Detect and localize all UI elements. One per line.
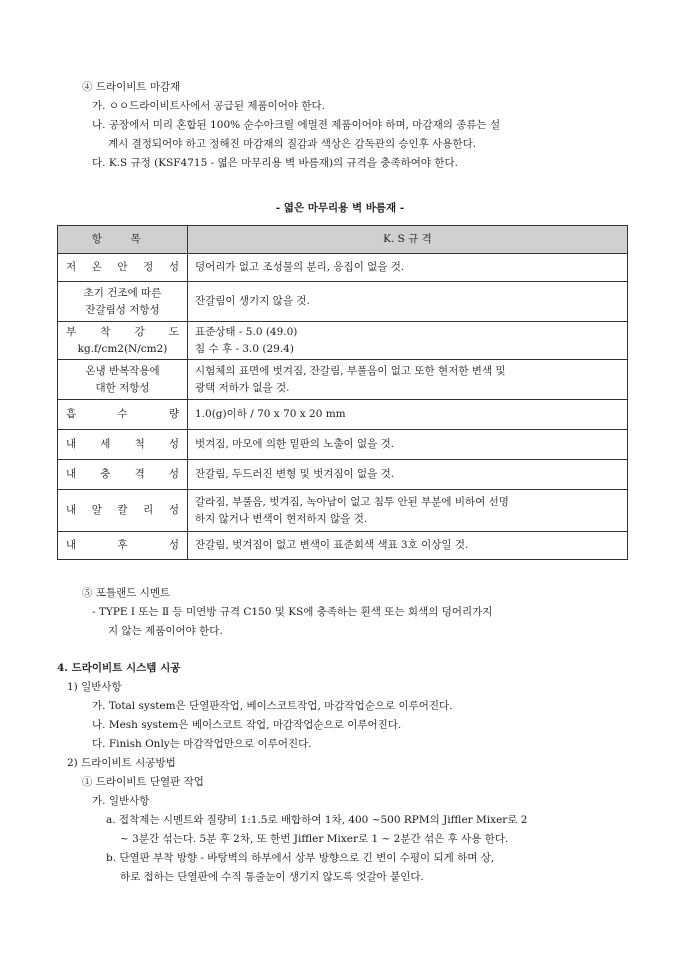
- row-spec: 시험체의 표면에 벗겨짐, 잔갈림, 부풀음이 없고 또한 현저한 변색 및 광택 저하가 없을 것.: [188, 360, 628, 400]
- row-item: 내 충 격 성: [58, 460, 188, 490]
- row-spec: 1.0(g)이하 / 70 x 70 x 20 mm: [188, 400, 628, 430]
- row-item: 부 착 강 도 kg.f/cm2(N/cm2): [58, 322, 188, 360]
- cement-heading: ⑤ 포틀랜드 시멘트: [82, 587, 171, 599]
- row-spec: 덩어리가 없고 조성물의 분리, 응집이 없을 것.: [188, 254, 628, 282]
- insulation-item-a: a. 접착제는 시멘트와 질량비 1:1.5로 배합하여 1차, 400 ~500 RPM의 Jiffler Mixer로 2: [106, 814, 528, 826]
- insulation-item-b: b. 단열판 부착 방향 - 바탕벽의 하부에서 상부 방향으로 긴 변이 수평이 되게 하며 상,: [106, 852, 495, 864]
- row-item: 내 알 칼 리 성: [58, 490, 188, 532]
- finish-material-heading: ④ 드라이비트 마감재: [82, 81, 181, 93]
- row-spec: 잔갈림, 두드러진 변형 및 벗겨짐이 없을 것.: [188, 460, 628, 490]
- header-item: 항 목: [58, 226, 188, 254]
- cement-line-1: - TYPE Ⅰ 또는 Ⅱ 등 미연방 규격 C150 및 KS에 충족하는 흰색 또는 회색의 덩어리가지: [92, 606, 493, 618]
- general-heading: 1) 일반사항: [67, 681, 122, 693]
- insulation-work-heading: ① 드라이비트 단열판 작업: [82, 776, 204, 788]
- row-spec: 잔갈림이 생기지 않을 것.: [188, 282, 628, 322]
- insulation-general-heading: 가. 일반사항: [92, 795, 150, 807]
- finish-item-da: 다. K.S 규정 (KSF4715 - 엷은 마무리용 벽 바름재)의 규격을 충족하여야 한다.: [92, 157, 458, 169]
- general-item-ga: 가. Total system은 단열판작업, 베이스코트작업, 마감작업순으로 이루어진다.: [92, 700, 453, 712]
- table-row: [58, 400, 628, 430]
- row-spec: 벗겨짐, 마모에 의한 밑판의 노출이 없을 것.: [188, 430, 628, 460]
- ks-spec-table: [57, 225, 628, 560]
- insulation-item-b-cont: 하로 접하는 단열판에 수직 통줄눈이 생기지 않도록 엇갈아 붙인다.: [120, 871, 424, 883]
- finish-item-na: 나. 공장에서 미리 혼합된 100% 순수아크릴 에멀젼 제품이어야 하며, 마감재의 종류는 설: [92, 119, 501, 131]
- table-row: [58, 430, 628, 460]
- table-row: [58, 360, 628, 400]
- general-item-da: 다. Finish Only는 마감작업만으로 이루어진다.: [92, 738, 312, 750]
- table-row: [58, 532, 628, 560]
- row-item: 온냉 반복작용에 대한 저항성: [58, 360, 188, 400]
- row-item: 초기 건조에 따른 잔갈림성 저항성: [58, 282, 188, 322]
- row-item: 내 세 척 성: [58, 430, 188, 460]
- table-title: - 엷은 마무리용 벽 바름재 -: [275, 202, 405, 214]
- table-row: [58, 322, 628, 360]
- cement-line-2: 지 않는 제품이어야 한다.: [108, 625, 223, 637]
- row-item: 저 온 안 정 성: [58, 254, 188, 282]
- row-item: 내 후 성: [58, 532, 188, 560]
- method-heading: 2) 드라이비트 시공방법: [67, 757, 176, 769]
- general-item-na: 나. Mesh system은 베이스코트 작업, 마감작업순으로 이루어진다.: [92, 719, 402, 731]
- section-4-heading: 4. 드라이비트 시스템 시공: [57, 662, 181, 674]
- row-item: 흡 수 량: [58, 400, 188, 430]
- row-spec: 갈라짐, 부풀음, 벗겨짐, 녹아남이 없고 침투 안된 부분에 비하여 선명 하지 않거나 변색이 현저하지 않을 것.: [188, 490, 628, 532]
- table-row: [58, 460, 628, 490]
- table-row: [58, 282, 628, 322]
- row-spec: 잔갈림, 벗겨짐이 없고 변색이 표준회색 색표 3호 이상일 것.: [188, 532, 628, 560]
- table-row: [58, 490, 628, 532]
- insulation-item-a-cont: ~ 3분간 섞는다. 5분 후 2차, 또 한번 Jiffler Mixer로 1 ~ 2분간 섞은 후 사용 한다.: [120, 833, 509, 845]
- table-header-row: [58, 226, 628, 254]
- row-spec: 표준상태 - 5.0 (49.0) 침 수 후 - 3.0 (29.4): [188, 322, 628, 360]
- finish-item-ga: 가. ㅇㅇ드라이비트사에서 공급된 제품이어야 한다.: [92, 100, 326, 112]
- finish-item-na-cont: 계시 결정되어야 하고 정해진 마감재의 질감과 색상은 감독관의 승인후 사용한다.: [108, 138, 477, 150]
- table-row: [58, 254, 628, 282]
- header-spec: K. S 규 격: [188, 226, 628, 254]
